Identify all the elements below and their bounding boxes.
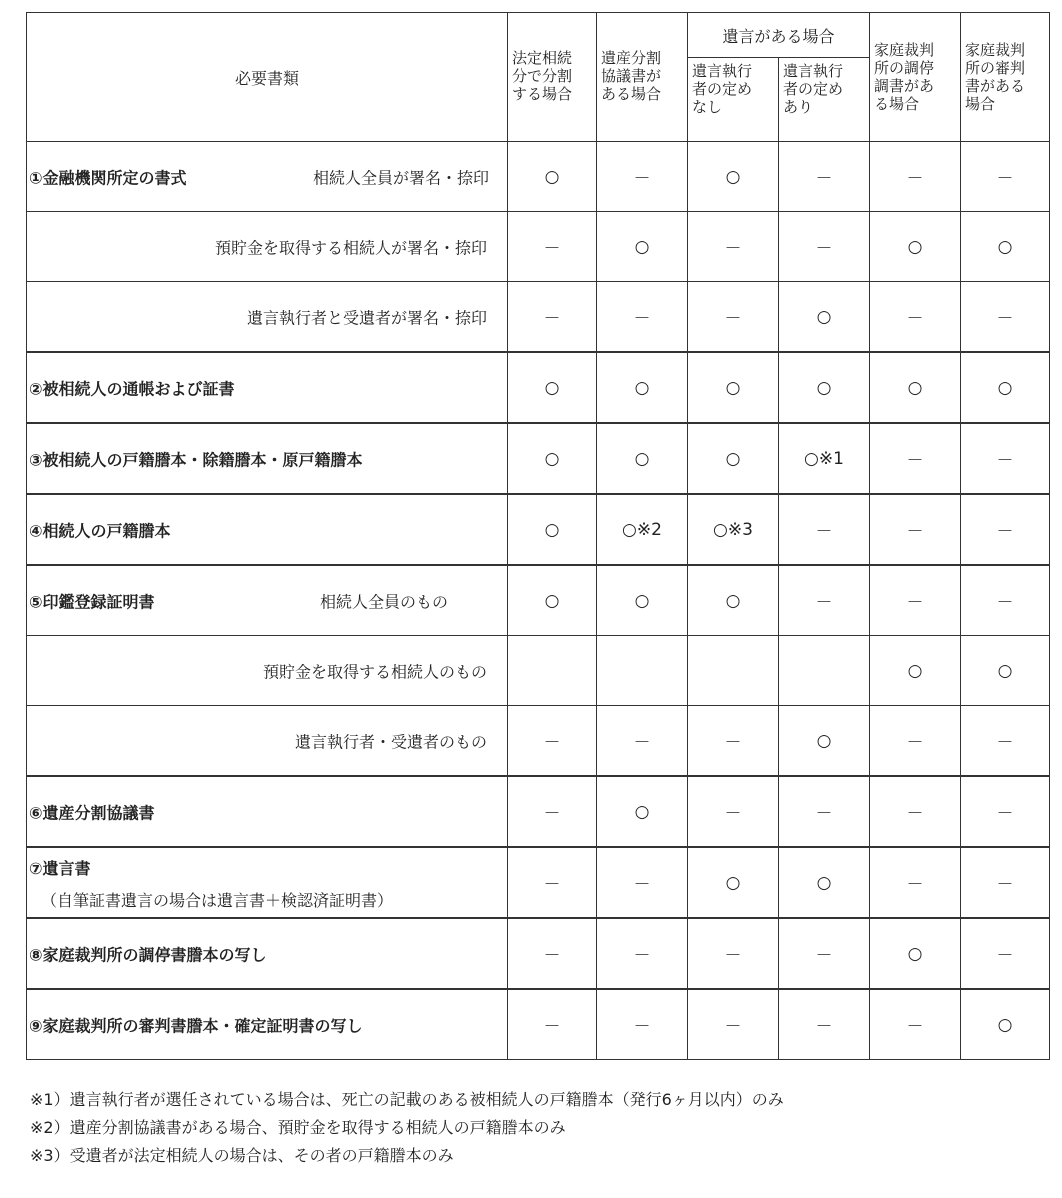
table-row xyxy=(27,423,1050,494)
requirement-mark: ○ xyxy=(961,636,1050,706)
document-name-cell xyxy=(27,636,508,706)
requirement-mark: － xyxy=(597,142,688,212)
requirement-mark: － xyxy=(870,142,961,212)
requirement-mark xyxy=(508,636,597,706)
requirement-mark: ○ xyxy=(688,847,779,918)
footnote: ※2）遺産分割協議書がある場合、預貯金を取得する相続人の戸籍謄本のみ xyxy=(30,1118,566,1137)
document-name-cell xyxy=(27,282,508,353)
requirement-mark: － xyxy=(688,776,779,847)
requirement-mark: ○※3 xyxy=(688,494,779,565)
document-name: ⑧家庭裁判所の調停書謄本の写し xyxy=(29,945,267,964)
requirement-mark: ○ xyxy=(597,352,688,423)
table-row xyxy=(27,494,1050,565)
requirement-mark: － xyxy=(870,847,961,918)
document-condition: 相続人全員が署名・捺印 xyxy=(312,168,489,187)
requirement-mark: ○ xyxy=(597,565,688,636)
requirement-mark: － xyxy=(508,847,597,918)
requirement-mark: ○※2 xyxy=(597,494,688,565)
requirement-mark: ○ xyxy=(597,423,688,494)
document-name: ⑤印鑑登録証明書 xyxy=(29,592,155,611)
footnotes xyxy=(30,1086,784,1170)
document-name: ⑦遺言書 xyxy=(29,859,91,878)
document-name-cell xyxy=(27,212,508,282)
requirement-mark: － xyxy=(597,706,688,777)
document-name-cell xyxy=(27,142,508,212)
requirement-mark: － xyxy=(870,565,961,636)
table-row xyxy=(27,282,1050,353)
requirement-mark: ○ xyxy=(870,352,961,423)
document-name-cell xyxy=(27,847,508,918)
requirement-mark: － xyxy=(779,918,870,989)
table-row xyxy=(27,918,1050,989)
requirement-mark: － xyxy=(508,989,597,1060)
document-name-cell xyxy=(27,706,508,777)
requirement-mark xyxy=(779,636,870,706)
document-name-cell xyxy=(27,918,508,989)
header-will-group: 遺言がある場合 xyxy=(688,13,870,58)
requirement-mark: － xyxy=(870,423,961,494)
requirement-mark: ○ xyxy=(688,142,779,212)
requirement-mark: － xyxy=(779,565,870,636)
document-condition: 預貯金を取得する相続人のもの xyxy=(262,662,487,681)
requirement-mark: ○ xyxy=(779,706,870,777)
requirement-mark xyxy=(688,636,779,706)
requirement-mark: ○ xyxy=(961,989,1050,1060)
requirement-mark: ○ xyxy=(688,423,779,494)
requirement-mark: － xyxy=(961,494,1050,565)
requirement-mark: － xyxy=(779,212,870,282)
header-legal-split: 法定相続 分で分割 する場合 xyxy=(508,13,597,142)
requirement-mark: － xyxy=(508,918,597,989)
requirement-mark: － xyxy=(688,282,779,353)
document-condition: 相続人全員のもの xyxy=(320,592,449,611)
requirement-mark: ○ xyxy=(870,212,961,282)
requirement-mark: ○ xyxy=(597,776,688,847)
table-row xyxy=(27,636,1050,706)
requirement-mark: － xyxy=(961,706,1050,777)
requirement-mark: － xyxy=(597,918,688,989)
document-table-wrapper xyxy=(26,12,1050,1060)
requirement-mark: － xyxy=(961,282,1050,353)
document-name: ④相続人の戸籍謄本 xyxy=(29,521,171,540)
document-condition: 遺言執行者・受遺者のもの xyxy=(294,732,487,751)
requirement-mark: － xyxy=(870,776,961,847)
requirement-mark: － xyxy=(779,776,870,847)
document-name: ①金融機関所定の書式 xyxy=(29,168,187,187)
requirement-mark xyxy=(597,636,688,706)
requirement-mark: － xyxy=(688,918,779,989)
header-no-executor: 遺言執行 者の定め なし xyxy=(688,58,779,142)
requirement-mark: － xyxy=(961,918,1050,989)
document-name-cell xyxy=(27,352,508,423)
header-required-docs: 必要書類 xyxy=(27,13,508,142)
document-name: ⑨家庭裁判所の審判書謄本・確定証明書の写し xyxy=(29,1016,363,1035)
requirement-mark: － xyxy=(597,989,688,1060)
requirement-mark: ○ xyxy=(508,565,597,636)
requirement-mark: － xyxy=(779,494,870,565)
table-row xyxy=(27,352,1050,423)
requirement-mark: ○ xyxy=(961,212,1050,282)
document-condition: 預貯金を取得する相続人が署名・捺印 xyxy=(214,238,487,257)
requirement-mark: － xyxy=(961,142,1050,212)
requirement-mark: ○※1 xyxy=(779,423,870,494)
table-row xyxy=(27,847,1050,918)
document-name: ③被相続人の戸籍謄本・除籍謄本・原戸籍謄本 xyxy=(29,450,363,469)
requirement-mark: ○ xyxy=(508,494,597,565)
table-row xyxy=(27,142,1050,212)
requirement-mark: ○ xyxy=(508,142,597,212)
document-condition: （自筆証書遺言の場合は遺言書＋検認済証明書） xyxy=(41,891,394,910)
requirement-mark: － xyxy=(508,212,597,282)
requirement-mark: － xyxy=(961,565,1050,636)
requirement-mark: － xyxy=(597,282,688,353)
requirement-mark: － xyxy=(870,494,961,565)
required-documents-table xyxy=(26,12,1050,1060)
requirement-mark: － xyxy=(961,847,1050,918)
document-name-cell xyxy=(27,565,508,636)
document-name-cell xyxy=(27,776,508,847)
requirement-mark: － xyxy=(779,142,870,212)
table-row xyxy=(27,212,1050,282)
requirement-mark: － xyxy=(508,706,597,777)
requirement-mark: ○ xyxy=(870,918,961,989)
requirement-mark: － xyxy=(508,776,597,847)
requirement-mark: ○ xyxy=(597,212,688,282)
requirement-mark: － xyxy=(870,706,961,777)
requirement-mark: － xyxy=(779,989,870,1060)
table-row xyxy=(27,776,1050,847)
requirement-mark: ○ xyxy=(508,352,597,423)
requirement-mark: ○ xyxy=(961,352,1050,423)
requirement-mark: － xyxy=(961,423,1050,494)
requirement-mark: ○ xyxy=(779,282,870,353)
header-agreement: 遺産分割 協議書が ある場合 xyxy=(597,13,688,142)
table-row xyxy=(27,706,1050,777)
document-name-cell xyxy=(27,494,508,565)
requirement-mark: ○ xyxy=(688,565,779,636)
requirement-mark: － xyxy=(870,282,961,353)
requirement-mark: ○ xyxy=(779,847,870,918)
document-name-cell xyxy=(27,423,508,494)
table-row xyxy=(27,565,1050,636)
requirement-mark: － xyxy=(870,989,961,1060)
requirement-mark: － xyxy=(597,847,688,918)
footnote: ※1）遺言執行者が選任されている場合は、死亡の記載のある被相続人の戸籍謄本（発行6ヶ月以内）のみ xyxy=(30,1090,784,1109)
requirement-mark: ○ xyxy=(508,423,597,494)
document-name-cell xyxy=(27,989,508,1060)
requirement-mark: ○ xyxy=(870,636,961,706)
header-with-executor: 遺言執行 者の定め あり xyxy=(779,58,870,142)
requirement-mark: － xyxy=(688,989,779,1060)
footnote: ※3）受遺者が法定相続人の場合は、その者の戸籍謄本のみ xyxy=(30,1146,454,1165)
requirement-mark: － xyxy=(961,776,1050,847)
document-name: ②被相続人の通帳および証書 xyxy=(29,379,235,398)
requirement-mark: － xyxy=(508,282,597,353)
document-name: ⑥遺産分割協議書 xyxy=(29,803,155,822)
requirement-mark: ○ xyxy=(688,352,779,423)
requirement-mark: ○ xyxy=(779,352,870,423)
requirement-mark: － xyxy=(688,706,779,777)
header-judgment: 家庭裁判 所の審判 書がある 場合 xyxy=(961,13,1050,142)
table-row xyxy=(27,989,1050,1060)
requirement-mark: － xyxy=(688,212,779,282)
document-condition: 遺言執行者と受遺者が署名・捺印 xyxy=(246,308,487,327)
header-mediation: 家庭裁判 所の調停 調書があ る場合 xyxy=(870,13,961,142)
